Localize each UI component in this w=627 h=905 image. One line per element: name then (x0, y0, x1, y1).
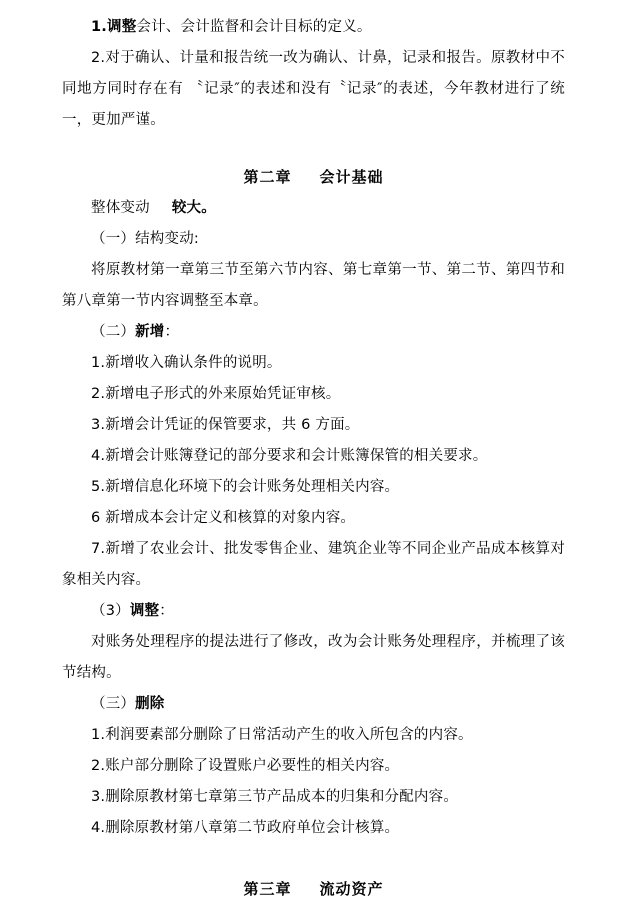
paragraph-add-2: 2.新增电子形式的外来原始凭证审核。 (91, 386, 341, 402)
paragraph-delete-1: 1.利润要素部分删除了日常活动产生的收入所包含的内容。 (91, 727, 473, 743)
paragraph-add-7: 7.新增了农业会计、批发零售企业、建筑企业等不同企业产品成本核算对象相关内容。 (62, 541, 565, 588)
section-delete-label: （三） (91, 696, 136, 712)
paragraph-confirm-measure-report: 2.对于确认、计量和报告统一改为确认、计鼻，记录和报告。原教材中不同地方同时存在有 〝记录″的表述和没有〝记录″的表述，今年教材进行了统一，更加严谨。 (62, 50, 565, 128)
document-body (62, 0, 565, 905)
paragraph-structure-body: 将原教材第一章第三节至第六节内容、第七章第一节、第二节、第四节和第八章第一节内容调整至本章。 (62, 262, 565, 309)
paragraph-add-3: 3.新增会计凭证的保管要求，共 6 方面。 (91, 417, 360, 433)
paragraph-adjust-definitions-prefix: 1.调整 (91, 19, 137, 35)
paragraph-add-4: 4.新增会计账簿登记的部分要求和会计账簿保管的相关要求。 (91, 448, 488, 464)
paragraph-overall-change (62, 193, 565, 224)
paragraph-add-1: 1.新增收入确认条件的说明。 (91, 355, 282, 371)
overall-change-text: 整体变动 (91, 200, 150, 216)
paragraph-adjust-body: 对账务处理程序的提法进行了修改，改为会计账务处理程序，并梳理了该节结构。 (62, 634, 565, 681)
section-add-bold: 新增 (135, 324, 165, 340)
chapter-3-number: 第三章 (243, 880, 292, 898)
section-add-label: （二） (91, 324, 136, 340)
section-add-colon: ： (164, 324, 180, 340)
section-adjust-label: （3） (91, 603, 130, 619)
paragraph-add-5: 5.新增信息化环境下的会计账务处理相关内容。 (91, 479, 400, 495)
paragraph-add-6: 6 新增成本会计定义和核算的对象内容。 (91, 510, 356, 526)
paragraph-adjust-definitions-text: 会计、会计监督和会计目标的定义。 (136, 19, 372, 35)
overall-change-overlay: 较大。 (171, 200, 216, 216)
paragraph-delete-2: 2.账户部分删除了设置账户必要性的相关内容。 (91, 758, 400, 774)
paragraph-adjust-definitions (62, 12, 565, 43)
spacer (62, 136, 565, 162)
section-adjust-bold: 调整 (129, 603, 160, 619)
section-structure-heading: （一）结构变动: (91, 231, 199, 247)
section-add-heading (62, 317, 565, 348)
chapter-3-heading (62, 874, 565, 905)
section-adjust-heading (62, 596, 565, 627)
section-delete-heading (62, 689, 565, 720)
chapter-2-title: 会计基础 (319, 168, 384, 186)
section-adjust-colon: ： (159, 603, 174, 619)
section-delete-bold: 删除 (135, 696, 165, 712)
chapter-2-number: 第二章 (243, 168, 292, 186)
chapter-3-title: 流动资产 (319, 880, 384, 898)
paragraph-delete-3: 3.删除原教材第七章第三节产品成本的归集和分配内容。 (91, 789, 459, 805)
paragraph-delete-4: 4.删除原教材第八章第二节政府单位会计核算。 (91, 820, 400, 836)
overall-change-overlay-wrap (150, 193, 223, 224)
chapter-2-heading (62, 162, 565, 193)
